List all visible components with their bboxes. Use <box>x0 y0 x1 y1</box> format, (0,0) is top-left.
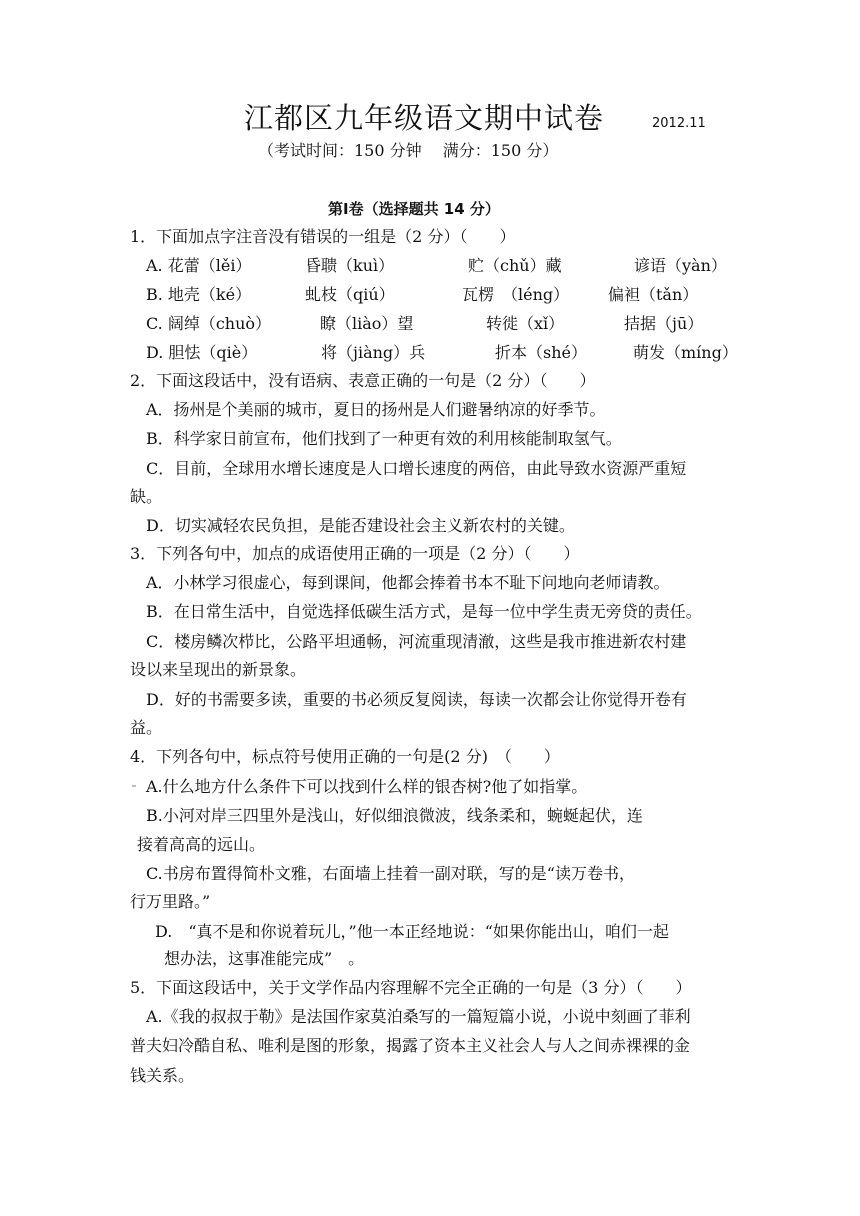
q4-option-a: A.什么地方什么条件下可以找到什么样的银杏树?他了如指掌。 <box>146 777 588 796</box>
q4-option-b-line1: B.小河对岸三四里外是浅山，好似细浪微波，线条柔和，蜿蜒起伏，连 <box>146 806 643 825</box>
q5-stem: 5．下面这段话中，关于文学作品内容理解不完全正确的一句是（3 分）（ ） <box>130 978 692 997</box>
q1-d-1: D. 胆怯（qiè） <box>146 343 258 362</box>
q1-d-3: 折本（shé） <box>495 343 587 362</box>
q3-option-c-line1: C．楼房鳞次栉比，公路平坦通畅，河流重现清澈，这些是我市推进新农村建 <box>146 632 687 651</box>
q3-option-d-line2: 益。 <box>130 718 163 737</box>
q4-option-d-line2: 想办法，这事准能完成” 。 <box>164 949 365 968</box>
q1-a-4: 谚语（yàn） <box>634 256 727 275</box>
q1-c-4: 拮据（jū） <box>624 314 704 333</box>
q2-option-c-line1: C．目前，全球用水增长速度是人口增长速度的两倍，由此导致水资源严重短 <box>146 459 687 478</box>
q1-c-3: 转徙（xǐ） <box>486 314 565 333</box>
q5-option-a-line1: A.《我的叔叔于勒》是法国作家莫泊桑写的一篇短篇小说，小说中刻画了菲利 <box>146 1007 691 1026</box>
q3-option-c-line2: 设以来呈现出的新景象。 <box>130 660 307 679</box>
q1-a-1: A. 花蕾（lěi） <box>146 256 252 275</box>
q1-d-2: 将（jiàng）兵 <box>321 343 426 362</box>
q5-option-a-line3: 钱关系。 <box>130 1066 195 1085</box>
q1-b-4: 偏袒（tǎn） <box>608 285 699 304</box>
q1-a-2: 昏聩（kuì） <box>305 256 395 275</box>
q2-stem: 2．下面这段话中，没有语病、表意正确的一句是（2 分）（ ） <box>130 371 596 390</box>
q2-option-b: B．科学家日前宣布，他们找到了一种更有效的利用核能制取氢气。 <box>146 429 622 448</box>
q1-a-3: 贮（chǔ）藏 <box>468 256 562 275</box>
q3-option-b: B．在日常生活中，自觉选择低碳生活方式，是每一位中学生责无旁贷的责任。 <box>146 602 702 621</box>
q1-b-1: B. 地壳（ké） <box>146 285 252 304</box>
q3-option-a: A．小林学习很虚心，每到课间，他都会捧着书本不耻下问地向老师请教。 <box>146 573 670 592</box>
exam-title: 江都区九年级语文期中试卷 <box>244 101 605 135</box>
section-title: 第Ⅰ卷（选择题共 14 分） <box>328 200 500 218</box>
q2-option-d: D．切实减轻农民负担，是能否建设社会主义新农村的关键。 <box>146 516 575 535</box>
q4-option-c-line1: C.书房布置得简朴文雅，右面墙上挂着一副对联，写的是“读万卷书， <box>146 864 635 883</box>
q1-c-2: 瞭（liào）望 <box>320 314 414 333</box>
q1-b-2: 虬枝（qiú） <box>305 285 395 304</box>
q4-stem: 4．下列各句中，标点符号使用正确的一句是(2 分) （ ） <box>130 747 560 766</box>
q4-option-c-line2: 行万里路。” <box>130 892 211 911</box>
exam-date: 2012.11 <box>652 116 706 131</box>
q3-stem: 3．下列各句中，加点的成语使用正确的一项是（2 分）（ ） <box>130 544 580 563</box>
q2-option-a: A．扬州是个美丽的城市，夏日的扬州是人们避暑纳凉的好季节。 <box>146 400 606 419</box>
exam-subtitle: （考试时间：150 分钟 满分：150 分） <box>258 141 559 160</box>
q2-option-c-line2: 缺。 <box>130 487 163 506</box>
scan-mark <box>132 785 136 787</box>
q1-stem: 1．下面加点字注音没有错误的一组是（2 分）（ ） <box>130 227 516 246</box>
q1-b-3: 瓦楞 （léng） <box>462 285 570 304</box>
q1-c-1: C. 阔绰（chuò） <box>146 314 272 333</box>
q3-option-d-line1: D．好的书需要多读，重要的书必须反复阅读，每读一次都会让你觉得开卷有 <box>146 690 687 709</box>
q4-option-b-line2: 接着高高的远山。 <box>137 835 266 854</box>
q4-option-d-line1: D. “真不是和你说着玩儿，”他一本正经地说：“如果你能出山，咱们一起 <box>155 922 669 941</box>
q5-option-a-line2: 普夫妇冷酷自私、唯利是图的形象，揭露了资本主义社会人与人之间赤裸裸的金 <box>130 1036 691 1055</box>
q1-d-4: 萌发（míng） <box>633 343 738 362</box>
